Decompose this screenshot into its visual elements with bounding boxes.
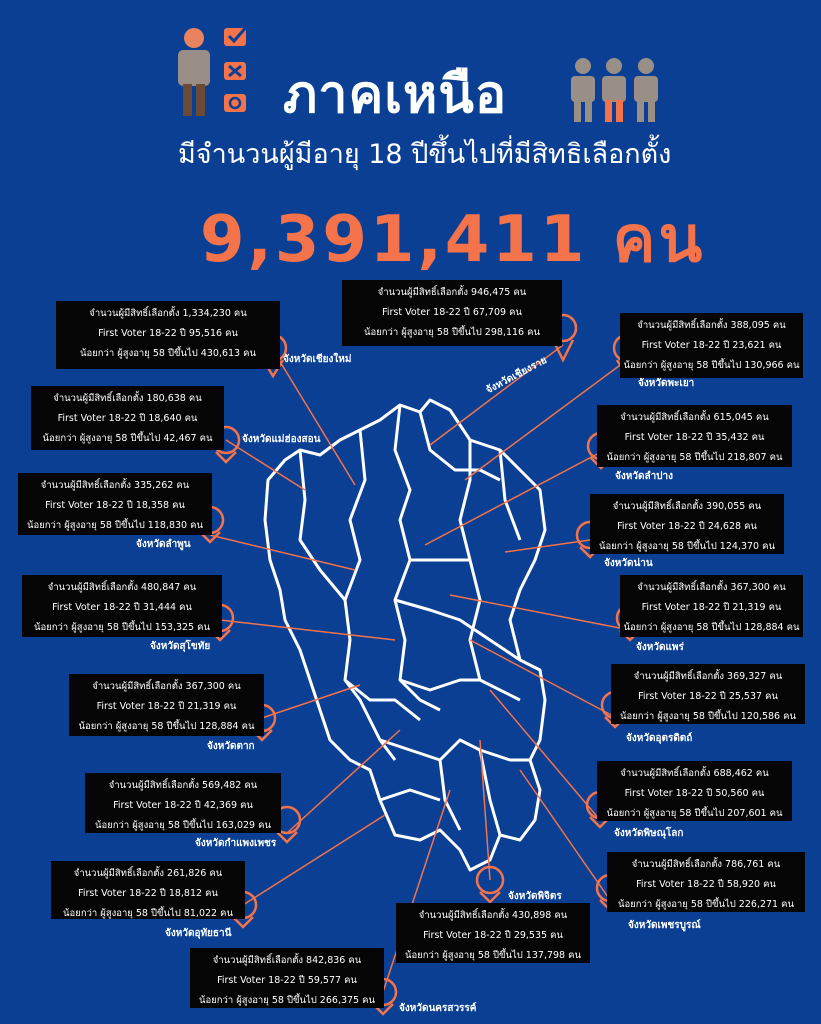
total-voters: 9,391,411 คน bbox=[200, 203, 706, 277]
page-subtitle: มีจำนวนผู้มีอายุ 18 ปีขึ้นไปที่มีสิทธิเลือกตั้ง bbox=[178, 139, 672, 170]
elderly-line: น้อยกว่า ผู้สูงอายุ 58 ปีขึ้นไป 153,325 คน bbox=[34, 622, 210, 633]
voters-line: จำนวนผู้มีสิทธิ์เลือกตั้ง 842,836 คน bbox=[212, 955, 362, 966]
info-box-lamphun bbox=[18, 473, 212, 535]
elderly-line: น้อยกว่า ผู้สูงอายุ 58 ปีขึ้นไป 124,370 คน bbox=[599, 541, 775, 552]
info-box-uthaithani bbox=[51, 861, 245, 919]
first-voter-line: First Voter 18-22 ปี 31,444 คน bbox=[52, 602, 192, 613]
province-label: จังหวัดนครสวรรค์ bbox=[399, 1003, 477, 1014]
voters-line: จำนวนผู้มีสิทธิ์เลือกตั้ง 261,826 คน bbox=[73, 868, 223, 879]
info-box-phrae bbox=[620, 575, 803, 637]
info-box-chiangrai bbox=[342, 280, 562, 346]
province-label: จังหวัดแม่ฮ่องสอน bbox=[242, 434, 321, 445]
info-box-maehongson bbox=[31, 386, 224, 450]
voter-person-icon bbox=[178, 28, 210, 116]
info-box-sukhothai bbox=[22, 575, 222, 637]
province-label: จังหวัดอุทัยธานี bbox=[165, 928, 232, 939]
first-voter-line: First Voter 18-22 ปี 42,369 คน bbox=[113, 800, 253, 811]
first-voter-line: First Voter 18-22 ปี 25,537 คน bbox=[638, 691, 778, 702]
elderly-line: น้อยกว่า ผู้สูงอายุ 58 ปีขึ้นไป 207,601 คน bbox=[606, 808, 783, 819]
voters-line: จำนวนผู้มีสิทธิ์เลือกตั้ง 180,638 คน bbox=[53, 393, 202, 404]
info-box-tak bbox=[69, 674, 264, 736]
first-voter-line: First Voter 18-22 ปี 18,812 คน bbox=[78, 888, 218, 899]
ballot-checklist-icon bbox=[224, 25, 248, 112]
first-voter-line: First Voter 18-22 ปี 67,709 คน bbox=[382, 307, 522, 318]
elderly-line: น้อยกว่า ผู้สูงอายุ 58 ปีขึ้นไป 130,966 คน bbox=[623, 360, 800, 371]
province-label: จังหวัดอุตรดิตถ์ bbox=[626, 733, 693, 744]
province-label: จังหวัดลำพูน bbox=[136, 539, 191, 550]
elderly-line: น้อยกว่า ผู้สูงอายุ 58 ปีขึ้นไป 42,467 คน bbox=[42, 433, 213, 444]
voters-line: จำนวนผู้มีสิทธิ์เลือกตั้ง 369,327 คน bbox=[633, 671, 783, 682]
province-label: จังหวัดตาก bbox=[207, 741, 255, 752]
voters-line: จำนวนผู้มีสิทธิ์เลือกตั้ง 786,761 คน bbox=[631, 859, 781, 870]
first-voter-line: First Voter 18-22 ปี 50,560 คน bbox=[624, 788, 765, 799]
province-label: จังหวัดพิษณุโลก bbox=[614, 828, 684, 839]
voters-line: จำนวนผู้มีสิทธิ์เลือกตั้ง 367,300 คน bbox=[637, 582, 786, 593]
voters-line: จำนวนผู้มีสิทธิ์เลือกตั้ง 430,898 คน bbox=[418, 910, 568, 921]
elderly-line: น้อยกว่า ผู้สูงอายุ 58 ปีขึ้นไป 128,884 คน bbox=[78, 721, 255, 732]
elderly-line: น้อยกว่า ผู้สูงอายุ 58 ปีขึ้นไป 118,830 คน bbox=[27, 520, 203, 531]
province-label: จังหวัดพะเยา bbox=[638, 378, 695, 389]
elderly-line: น้อยกว่า ผู้สูงอายุ 58 ปีขึ้นไป 266,375 คน bbox=[199, 995, 375, 1006]
province-label: จังหวัดลำปาง bbox=[615, 471, 674, 482]
northern-thailand-map bbox=[265, 400, 545, 870]
province-label: จังหวัดแพร่ bbox=[636, 642, 684, 653]
info-box-nakhonsawan bbox=[190, 948, 384, 1008]
voters-line: จำนวนผู้มีสิทธิ์เลือกตั้ง 688,462 คน bbox=[620, 768, 769, 779]
info-box-nan bbox=[590, 494, 784, 554]
elderly-line: น้อยกว่า ผู้สูงอายุ 58 ปีขึ้นไป 218,807 คน bbox=[606, 452, 783, 463]
voters-line: จำนวนผู้มีสิทธิ์เลือกตั้ง 615,045 คน bbox=[620, 412, 769, 423]
info-box-chiangmai bbox=[56, 301, 280, 369]
first-voter-line: First Voter 18-22 ปี 35,432 คน bbox=[624, 432, 765, 443]
voters-line: จำนวนผู้มีสิทธิ์เลือกตั้ง 569,482 คน bbox=[108, 780, 258, 791]
province-label: จังหวัดสุโขทัย bbox=[150, 641, 211, 652]
voters-line: จำนวนผู้มีสิทธิ์เลือกตั้ง 390,055 คน bbox=[612, 501, 762, 512]
voters-line: จำนวนผู้มีสิทธิ์เลือกตั้ง 388,095 คน bbox=[637, 320, 786, 331]
page-title: ภาคเหนือ bbox=[283, 65, 508, 125]
first-voter-line: First Voter 18-22 ปี 18,640 คน bbox=[57, 413, 198, 424]
elderly-line: น้อยกว่า ผู้สูงอายุ 58 ปีขึ้นไป 137,798 คน bbox=[405, 950, 581, 961]
elderly-line: น้อยกว่า ผู้สูงอายุ 58 ปีขึ้นไป 430,613 คน bbox=[80, 348, 256, 359]
info-box-phayao bbox=[620, 313, 803, 378]
province-label: จังหวัดเชียงใหม่ bbox=[283, 354, 352, 365]
voters-line: จำนวนผู้มีสิทธิ์เลือกตั้ง 335,262 คน bbox=[40, 480, 190, 491]
voters-line: จำนวนผู้มีสิทธิ์เลือกตั้ง 480,847 คน bbox=[47, 582, 197, 593]
first-voter-line: First Voter 18-22 ปี 24,628 คน bbox=[617, 521, 757, 532]
first-voter-line: First Voter 18-22 ปี 21,319 คน bbox=[96, 701, 237, 712]
info-box-phetchabun bbox=[607, 852, 805, 912]
first-voter-line: First Voter 18-22 ปี 95,516 คน bbox=[98, 328, 238, 339]
first-voter-line: First Voter 18-22 ปี 18,358 คน bbox=[45, 500, 185, 511]
first-voter-line: First Voter 18-22 ปี 58,920 คน bbox=[636, 879, 776, 890]
elderly-line: น้อยกว่า ผู้สูงอายุ 58 ปีขึ้นไป 81,022 คน bbox=[63, 908, 233, 919]
first-voter-line: First Voter 18-22 ปี 29,535 คน bbox=[423, 930, 563, 941]
voters-line: จำนวนผู้มีสิทธิ์เลือกตั้ง 946,475 คน bbox=[377, 287, 527, 298]
elderly-line: น้อยกว่า ผู้สูงอายุ 58 ปีขึ้นไป 226,271 คน bbox=[618, 899, 794, 910]
people-group-icon bbox=[571, 58, 658, 122]
info-box-lampang bbox=[597, 405, 792, 467]
elderly-line: น้อยกว่า ผู้สูงอายุ 58 ปีขึ้นไป 163,029 คน bbox=[95, 820, 271, 831]
info-box-uttaradit bbox=[611, 664, 805, 724]
elderly-line: น้อยกว่า ผู้สูงอายุ 58 ปีขึ้นไป 298,116 คน bbox=[364, 327, 540, 338]
province-label: จังหวัดกำแพงเพชร bbox=[195, 838, 277, 849]
elderly-line: น้อยกว่า ผู้สูงอายุ 58 ปีขึ้นไป 128,884 คน bbox=[623, 622, 800, 633]
province-label: จังหวัดเชียงราย bbox=[484, 354, 549, 397]
province-label: จังหวัดเพชรบูรณ์ bbox=[628, 920, 701, 931]
info-box-phitsanulok bbox=[597, 761, 792, 821]
elderly-line: น้อยกว่า ผู้สูงอายุ 58 ปีขึ้นไป 120,586 คน bbox=[620, 711, 796, 722]
first-voter-line: First Voter 18-22 ปี 23,621 คน bbox=[641, 340, 782, 351]
voters-line: จำนวนผู้มีสิทธิ์เลือกตั้ง 1,334,230 คน bbox=[89, 308, 247, 319]
info-box-phichit bbox=[396, 903, 590, 963]
province-label: จังหวัดน่าน bbox=[604, 558, 653, 569]
province-label: จังหวัดพิจิตร bbox=[508, 891, 562, 902]
voters-line: จำนวนผู้มีสิทธิ์เลือกตั้ง 367,300 คน bbox=[92, 681, 241, 692]
first-voter-line: First Voter 18-22 ปี 59,577 คน bbox=[217, 975, 357, 986]
first-voter-line: First Voter 18-22 ปี 21,319 คน bbox=[641, 602, 782, 613]
info-box-kamphaengphet bbox=[85, 773, 281, 833]
